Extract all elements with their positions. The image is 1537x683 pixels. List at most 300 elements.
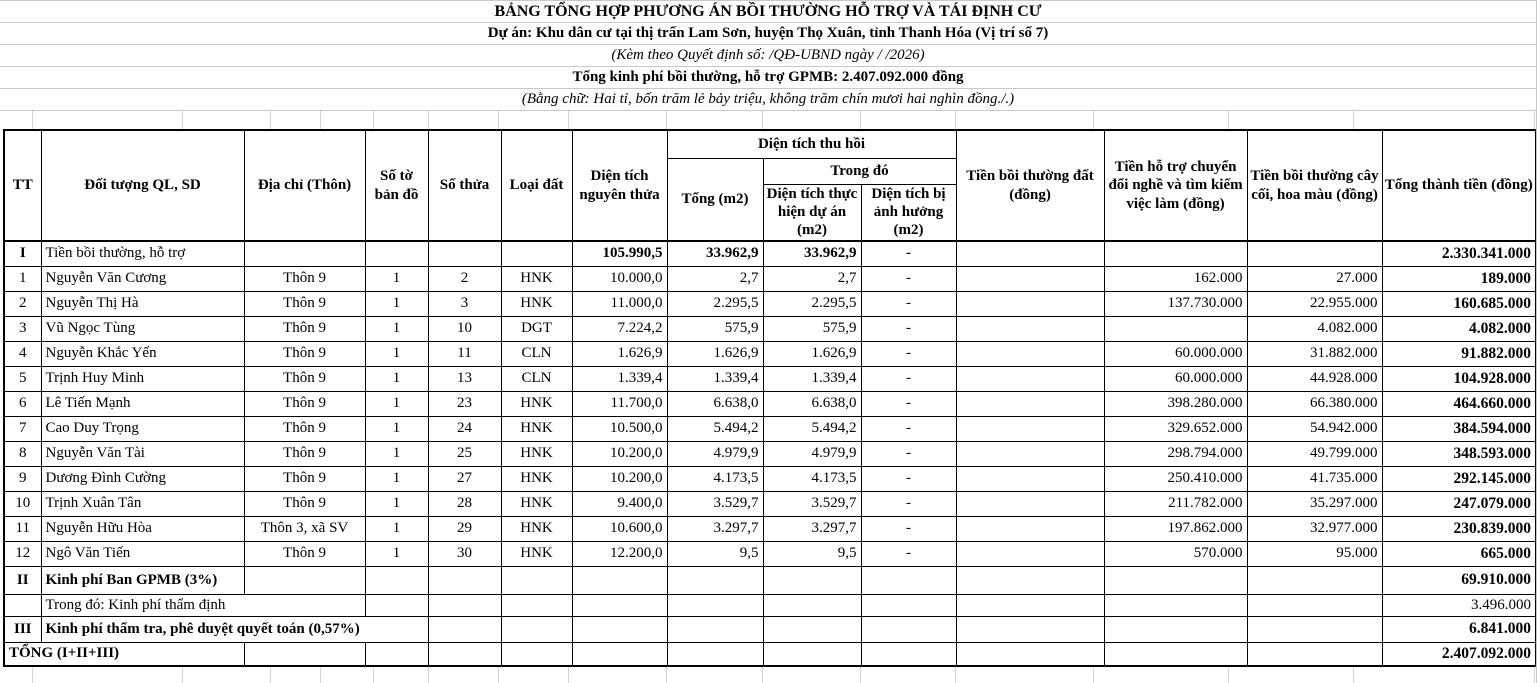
cell-map-sheet: 1 — [365, 366, 428, 391]
sheet-gridline — [428, 111, 429, 129]
cell-plot: 30 — [428, 541, 501, 566]
table-row — [4, 266, 1536, 291]
cell-addr: Thôn 9 — [244, 291, 365, 316]
cell-map-sheet: 1 — [365, 341, 428, 366]
cell-map-sheet: 1 — [365, 541, 428, 566]
doc-title-decision: (Kèm theo Quyết định số: /QĐ-UBND ngày / /2026) — [0, 45, 1536, 67]
cell-area-total: 12.200,0 — [572, 541, 667, 566]
sheet-gridline — [1228, 667, 1229, 683]
cell-addr: Thôn 9 — [244, 341, 365, 366]
cell-comp-land — [956, 516, 1104, 541]
sheet-gridline — [182, 111, 183, 129]
cell-tt: 4 — [4, 341, 41, 366]
sheet-gridline — [762, 111, 763, 129]
sheet-gridline — [1353, 667, 1354, 683]
cell-land-type: CLN — [501, 366, 572, 391]
cell-rec-total: 5.494,2 — [667, 416, 763, 441]
cell-rec-project: 2.295,5 — [763, 291, 861, 316]
cell-empty — [428, 642, 501, 666]
cell-addr: Thôn 9 — [244, 541, 365, 566]
cell-area-total: 10.500,0 — [572, 416, 667, 441]
cell-total: 230.839.000 — [1382, 516, 1536, 541]
cell-map-sheet: 1 — [365, 391, 428, 416]
cell-rec-total: 2.295,5 — [667, 291, 763, 316]
cell-plot: 23 — [428, 391, 501, 416]
cell-empty — [572, 616, 667, 642]
sheet-gridline — [32, 667, 33, 683]
cell-empty — [667, 642, 763, 666]
doc-title-main: BẢNG TỔNG HỢP PHƯƠNG ÁN BỒI THƯỜNG HỖ TRỢ VÀ TÁI ĐỊNH CƯ — [0, 1, 1536, 23]
col-header-trong-do: Trong đó — [763, 158, 956, 184]
cell-total: 348.593.000 — [1382, 441, 1536, 466]
doc-title-total-cost: Tổng kinh phí bồi thường, hỗ trợ GPMB: 2.407.092.000 đồng — [0, 67, 1536, 89]
cell-name: Nguyễn Hữu Hòa — [41, 516, 244, 541]
sheet-gridline — [666, 667, 667, 683]
cell-land-type: HNK — [501, 266, 572, 291]
sheet-gridline — [182, 667, 183, 683]
cell-rec-project: 4.173,5 — [763, 466, 861, 491]
cell-tt: 5 — [4, 366, 41, 391]
cell-plot: 24 — [428, 416, 501, 441]
cell-support: 197.862.000 — [1104, 516, 1247, 541]
cell-support: 398.280.000 — [1104, 391, 1247, 416]
cell-land-type: CLN — [501, 341, 572, 366]
cell-plot: 29 — [428, 516, 501, 541]
sheet-gridline — [373, 111, 374, 129]
cell-rec-project: 9,5 — [763, 541, 861, 566]
cell-empty — [244, 566, 365, 594]
compensation-table — [3, 129, 1537, 667]
cell-rec-affected: - — [861, 541, 956, 566]
col-header-dt-thuc-hien: Diện tích thực hiện dự án (m2) — [763, 184, 861, 241]
cell-addr: Thôn 9 — [244, 316, 365, 341]
cell-total: 2.407.092.000 — [1382, 642, 1536, 666]
cell-rec-project: 5.494,2 — [763, 416, 861, 441]
cell-tt: 1 — [4, 266, 41, 291]
sheet-gridline — [428, 667, 429, 683]
cell-support: 137.730.000 — [1104, 291, 1247, 316]
table-row — [4, 391, 1536, 416]
cell-rec-total: 6.638,0 — [667, 391, 763, 416]
cell-land-type: HNK — [501, 391, 572, 416]
cell-tt — [4, 594, 41, 616]
cell-map-sheet: 1 — [365, 291, 428, 316]
cell-rec-project: 6.638,0 — [763, 391, 861, 416]
cell-support: 162.000 — [1104, 266, 1247, 291]
cell-map-sheet — [365, 241, 428, 266]
cell-tt: I — [4, 241, 41, 266]
cell-comp-crops — [1247, 241, 1382, 266]
cell-empty — [428, 566, 501, 594]
cell-comp-land — [956, 441, 1104, 466]
cell-land-type: HNK — [501, 416, 572, 441]
cell-support: 329.652.000 — [1104, 416, 1247, 441]
cell-empty — [1247, 616, 1382, 642]
cell-rec-affected: - — [861, 316, 956, 341]
sheet-gridline — [1093, 667, 1094, 683]
cell-map-sheet: 1 — [365, 441, 428, 466]
col-header-dia-chi: Địa chỉ (Thôn) — [244, 130, 365, 241]
cell-rec-affected: - — [861, 241, 956, 266]
sheet-gridline — [860, 111, 861, 129]
cell-area-total: 10.200,0 — [572, 441, 667, 466]
col-header-tien-bt-dat: Tiền bồi thường đất (đồng) — [956, 130, 1104, 241]
sheet-gridline — [373, 667, 374, 683]
cell-rec-total: 4.979,9 — [667, 441, 763, 466]
cell-area-total: 11.000,0 — [572, 291, 667, 316]
cell-area-total: 1.339,4 — [572, 366, 667, 391]
sheet-gridline — [1353, 111, 1354, 129]
cell-area-total: 7.224,2 — [572, 316, 667, 341]
sheet-gridline — [32, 111, 33, 129]
cell-tt: 11 — [4, 516, 41, 541]
blank-gridline-row-top — [0, 111, 1536, 129]
col-header-tt: TT — [4, 130, 41, 241]
cell-summary-label: Kinh phí thẩm tra, phê duyệt quyết toán (0,57%) — [41, 616, 428, 642]
cell-empty — [763, 616, 861, 642]
cell-rec-total: 3.529,7 — [667, 491, 763, 516]
cell-plot: 2 — [428, 266, 501, 291]
cell-total: 665.000 — [1382, 541, 1536, 566]
table-row — [4, 441, 1536, 466]
sheet-gridline — [955, 667, 956, 683]
cell-name: Nguyễn Khắc Yến — [41, 341, 244, 366]
cell-rec-affected: - — [861, 416, 956, 441]
cell-name: Cao Duy Trọng — [41, 416, 244, 441]
cell-rec-affected: - — [861, 291, 956, 316]
cell-rec-total: 1.626,9 — [667, 341, 763, 366]
cell-comp-land — [956, 266, 1104, 291]
sheet-gridline — [1093, 111, 1094, 129]
cell-total: 91.882.000 — [1382, 341, 1536, 366]
cell-comp-crops: 27.000 — [1247, 266, 1382, 291]
cell-empty — [861, 616, 956, 642]
cell-empty — [861, 642, 956, 666]
cell-comp-crops: 35.297.000 — [1247, 491, 1382, 516]
cell-empty — [572, 566, 667, 594]
cell-empty — [1104, 616, 1247, 642]
sheet-gridline — [498, 667, 499, 683]
cell-empty — [501, 566, 572, 594]
cell-name: Nguyễn Thị Hà — [41, 291, 244, 316]
cell-empty — [365, 594, 428, 616]
cell-comp-crops: 31.882.000 — [1247, 341, 1382, 366]
sheet-gridline — [1534, 667, 1535, 683]
col-header-dt-nguyen-thua: Diện tích nguyên thửa — [572, 130, 667, 241]
sheet-gridline — [1228, 111, 1229, 129]
cell-rec-affected: - — [861, 366, 956, 391]
table-body — [4, 241, 1536, 666]
table-header — [4, 130, 1536, 241]
cell-area-total: 10.000,0 — [572, 266, 667, 291]
cell-empty — [572, 594, 667, 616]
cell-land-type: HNK — [501, 291, 572, 316]
cell-addr — [244, 241, 365, 266]
cell-land-type: HNK — [501, 516, 572, 541]
cell-land-type: HNK — [501, 441, 572, 466]
cell-total: 292.145.000 — [1382, 466, 1536, 491]
cell-empty — [1247, 594, 1382, 616]
sheet-gridline — [955, 111, 956, 129]
cell-tt: 2 — [4, 291, 41, 316]
cell-rec-affected: - — [861, 341, 956, 366]
cell-plot: 10 — [428, 316, 501, 341]
cell-comp-crops: 44.928.000 — [1247, 366, 1382, 391]
cell-empty — [956, 566, 1104, 594]
sheet-gridline — [320, 111, 321, 129]
col-header-so-thua: Số thửa — [428, 130, 501, 241]
cell-empty — [956, 594, 1104, 616]
cell-empty — [428, 616, 501, 642]
table-row — [4, 466, 1536, 491]
cell-addr: Thôn 9 — [244, 466, 365, 491]
section-row — [4, 241, 1536, 266]
col-header-dt-thu-hoi: Diện tích thu hồi — [667, 130, 956, 158]
cell-summary-label: TỔNG (I+II+III) — [4, 642, 244, 666]
cell-rec-total: 33.962,9 — [667, 241, 763, 266]
cell-addr: Thôn 9 — [244, 491, 365, 516]
cell-empty — [365, 642, 428, 666]
cell-rec-project: 2,7 — [763, 266, 861, 291]
cell-area-total: 10.600,0 — [572, 516, 667, 541]
cell-tt: 8 — [4, 441, 41, 466]
summary-row — [4, 616, 1536, 642]
cell-total: 247.079.000 — [1382, 491, 1536, 516]
cell-total: 4.082.000 — [1382, 316, 1536, 341]
cell-comp-land — [956, 241, 1104, 266]
cell-empty — [861, 566, 956, 594]
cell-map-sheet: 1 — [365, 416, 428, 441]
cell-rec-total: 9,5 — [667, 541, 763, 566]
cell-comp-crops: 49.799.000 — [1247, 441, 1382, 466]
cell-empty — [1104, 566, 1247, 594]
cell-rec-affected: - — [861, 441, 956, 466]
cell-land-type: HNK — [501, 466, 572, 491]
col-header-loai-dat: Loại đất — [501, 130, 572, 241]
cell-map-sheet: 1 — [365, 491, 428, 516]
cell-comp-crops: 54.942.000 — [1247, 416, 1382, 441]
cell-tt: 10 — [4, 491, 41, 516]
cell-empty — [428, 594, 501, 616]
cell-land-type: DGT — [501, 316, 572, 341]
cell-empty — [1247, 566, 1382, 594]
cell-addr: Thôn 9 — [244, 366, 365, 391]
cell-total: 384.594.000 — [1382, 416, 1536, 441]
cell-total: 464.660.000 — [1382, 391, 1536, 416]
cell-total: 2.330.341.000 — [1382, 241, 1536, 266]
cell-name: Nguyễn Văn Cương — [41, 266, 244, 291]
cell-addr: Thôn 3, xã SV — [244, 516, 365, 541]
cell-comp-crops: 22.955.000 — [1247, 291, 1382, 316]
document-title-block — [0, 0, 1536, 111]
cell-rec-project: 1.626,9 — [763, 341, 861, 366]
cell-rec-affected: - — [861, 491, 956, 516]
cell-rec-affected: - — [861, 516, 956, 541]
cell-rec-project: 1.339,4 — [763, 366, 861, 391]
sheet-gridline — [320, 667, 321, 683]
cell-plot — [428, 241, 501, 266]
cell-rec-affected: - — [861, 391, 956, 416]
cell-comp-crops: 4.082.000 — [1247, 316, 1382, 341]
col-header-tien-bt-cay: Tiền bồi thường cây cối, hoa màu (đồng) — [1247, 130, 1382, 241]
blank-gridline-row-bottom — [0, 667, 1536, 683]
doc-title-project: Dự án: Khu dân cư tại thị trấn Lam Sơn, huyện Thọ Xuân, tỉnh Thanh Hóa (Vị trí số 7) — [0, 23, 1536, 45]
cell-rec-affected: - — [861, 466, 956, 491]
cell-empty — [763, 566, 861, 594]
cell-total: 69.910.000 — [1382, 566, 1536, 594]
cell-area-total: 1.626,9 — [572, 341, 667, 366]
cell-name: Trịnh Xuân Tân — [41, 491, 244, 516]
table-row — [4, 491, 1536, 516]
cell-addr: Thôn 9 — [244, 416, 365, 441]
sheet-gridline — [270, 111, 271, 129]
cell-rec-total: 575,9 — [667, 316, 763, 341]
cell-name: Lê Tiến Mạnh — [41, 391, 244, 416]
cell-comp-crops: 66.380.000 — [1247, 391, 1382, 416]
cell-empty — [763, 642, 861, 666]
cell-area-total: 105.990,5 — [572, 241, 667, 266]
col-header-tien-ho-tro: Tiền hỗ trợ chuyển đổi nghề và tìm kiếm việc làm (đồng) — [1104, 130, 1247, 241]
cell-addr: Thôn 9 — [244, 441, 365, 466]
cell-tt: 9 — [4, 466, 41, 491]
cell-comp-land — [956, 466, 1104, 491]
cell-empty — [861, 594, 956, 616]
cell-empty — [667, 594, 763, 616]
cell-rec-total: 3.297,7 — [667, 516, 763, 541]
table-row — [4, 366, 1536, 391]
summary-row — [4, 642, 1536, 666]
cell-plot: 28 — [428, 491, 501, 516]
cell-summary-label: Trong đó: Kinh phí thẩm định — [41, 594, 365, 616]
cell-empty — [1104, 642, 1247, 666]
cell-tt: II — [4, 566, 41, 594]
cell-tt: 12 — [4, 541, 41, 566]
cell-empty — [1247, 642, 1382, 666]
cell-comp-crops: 95.000 — [1247, 541, 1382, 566]
cell-comp-land — [956, 491, 1104, 516]
cell-comp-land — [956, 541, 1104, 566]
cell-area-total: 9.400,0 — [572, 491, 667, 516]
cell-addr: Thôn 9 — [244, 391, 365, 416]
cell-comp-land — [956, 316, 1104, 341]
sheet-gridline — [666, 111, 667, 129]
cell-empty — [667, 566, 763, 594]
cell-rec-project: 575,9 — [763, 316, 861, 341]
cell-plot: 3 — [428, 291, 501, 316]
cell-comp-crops: 41.735.000 — [1247, 466, 1382, 491]
cell-empty — [956, 642, 1104, 666]
col-header-tong-thanh-tien: Tổng thành tiền (đồng) — [1382, 130, 1536, 241]
cell-empty — [572, 642, 667, 666]
cell-land-type: HNK — [501, 491, 572, 516]
summary-row — [4, 594, 1536, 616]
cell-empty — [501, 594, 572, 616]
cell-tt: 6 — [4, 391, 41, 416]
cell-rec-total: 4.173,5 — [667, 466, 763, 491]
sheet-gridline — [498, 111, 499, 129]
cell-tt: 7 — [4, 416, 41, 441]
cell-summary-label: Kinh phí Ban GPMB (3%) — [41, 566, 244, 594]
col-header-dt-bi-anh-huong: Diện tích bị ảnh hưởng (m2) — [861, 184, 956, 241]
col-header-so-to: Số tờ bản đồ — [365, 130, 428, 241]
cell-comp-land — [956, 416, 1104, 441]
sheet-gridline — [860, 667, 861, 683]
cell-tt: 3 — [4, 316, 41, 341]
cell-comp-land — [956, 366, 1104, 391]
cell-land-type — [501, 241, 572, 266]
cell-map-sheet: 1 — [365, 316, 428, 341]
cell-support: 60.000.000 — [1104, 341, 1247, 366]
cell-plot: 27 — [428, 466, 501, 491]
cell-rec-project: 4.979,9 — [763, 441, 861, 466]
cell-empty — [763, 594, 861, 616]
cell-support — [1104, 241, 1247, 266]
cell-empty — [365, 566, 428, 594]
sheet-gridline — [568, 111, 569, 129]
cell-support: 298.794.000 — [1104, 441, 1247, 466]
cell-empty — [1104, 594, 1247, 616]
cell-total: 104.928.000 — [1382, 366, 1536, 391]
cell-rec-total: 2,7 — [667, 266, 763, 291]
doc-title-amount-words: (Bằng chữ: Hai tỉ, bốn trăm lẻ bảy triệu, không trăm chín mươi hai nghìn đồng./.) — [0, 89, 1536, 111]
table-row — [4, 416, 1536, 441]
cell-empty — [667, 616, 763, 642]
cell-name: Nguyễn Văn Tài — [41, 441, 244, 466]
cell-rec-affected: - — [861, 266, 956, 291]
col-header-doi-tuong: Đối tượng QL, SD — [41, 130, 244, 241]
cell-plot: 11 — [428, 341, 501, 366]
cell-total: 160.685.000 — [1382, 291, 1536, 316]
cell-support: 211.782.000 — [1104, 491, 1247, 516]
cell-empty — [501, 616, 572, 642]
cell-comp-crops: 32.977.000 — [1247, 516, 1382, 541]
cell-addr: Thôn 9 — [244, 266, 365, 291]
cell-area-total: 11.700,0 — [572, 391, 667, 416]
cell-name: Dương Đình Cường — [41, 466, 244, 491]
sheet-gridline — [568, 667, 569, 683]
cell-plot: 25 — [428, 441, 501, 466]
cell-rec-project: 3.529,7 — [763, 491, 861, 516]
cell-total: 189.000 — [1382, 266, 1536, 291]
cell-empty — [244, 642, 365, 666]
cell-tt: III — [4, 616, 41, 642]
cell-plot: 13 — [428, 366, 501, 391]
cell-map-sheet: 1 — [365, 516, 428, 541]
cell-name: Trịnh Huy Minh — [41, 366, 244, 391]
table-row — [4, 341, 1536, 366]
cell-comp-land — [956, 291, 1104, 316]
table-row — [4, 516, 1536, 541]
cell-support: 250.410.000 — [1104, 466, 1247, 491]
cell-rec-project: 33.962,9 — [763, 241, 861, 266]
cell-map-sheet: 1 — [365, 266, 428, 291]
cell-area-total: 10.200,0 — [572, 466, 667, 491]
sheet-gridline — [1534, 111, 1535, 129]
cell-rec-total: 1.339,4 — [667, 366, 763, 391]
cell-rec-project: 3.297,7 — [763, 516, 861, 541]
table-row — [4, 541, 1536, 566]
cell-total: 6.841.000 — [1382, 616, 1536, 642]
cell-name: Ngô Văn Tiến — [41, 541, 244, 566]
cell-empty — [501, 642, 572, 666]
cell-empty — [956, 616, 1104, 642]
cell-name: Tiền bồi thường, hỗ trợ — [41, 241, 244, 266]
sheet-gridline — [762, 667, 763, 683]
cell-name: Vũ Ngọc Tùng — [41, 316, 244, 341]
cell-support — [1104, 316, 1247, 341]
cell-map-sheet: 1 — [365, 466, 428, 491]
table-row — [4, 316, 1536, 341]
